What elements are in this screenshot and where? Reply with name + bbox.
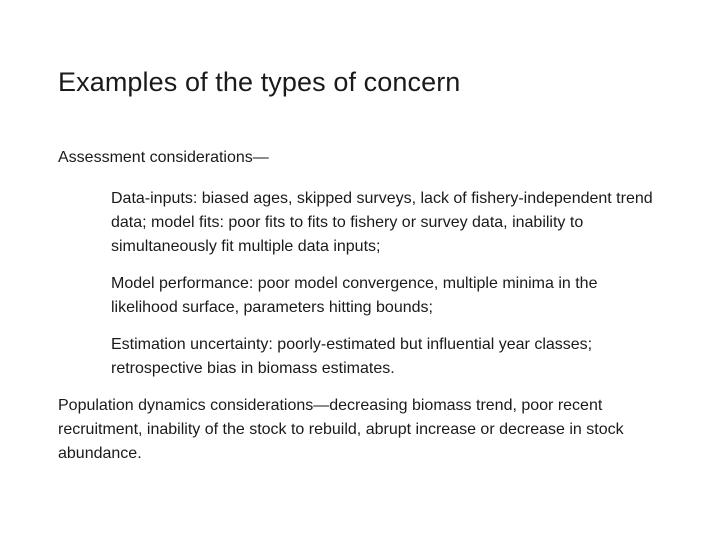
sub-item-data-inputs: Data-inputs: biased ages, skipped surveys, lack of fishery-independent trend data; model fits: poor fits to fits to fishery or survey data, inability to simultaneously fit multiple data inputs; xyxy=(111,190,653,255)
population-dynamics-paragraph: Population dynamics considerations—decreasing biomass trend, poor recent recruitment, inability of the stock to rebuild, abrupt increase or decrease in stock abundance. xyxy=(58,397,624,462)
assessment-heading: Assessment considerations— xyxy=(58,149,269,166)
slide-body xyxy=(58,146,658,466)
slide-title: Examples of the types of concern xyxy=(58,67,461,97)
sub-item-model-performance: Model performance: poor model convergence, multiple minima in the likelihood surface, parameters hitting bounds; xyxy=(111,275,598,316)
sub-item-estimation-uncertainty: Estimation uncertainty: poorly-estimated but influential year classes; retrospective bias in biomass estimates. xyxy=(111,336,593,377)
